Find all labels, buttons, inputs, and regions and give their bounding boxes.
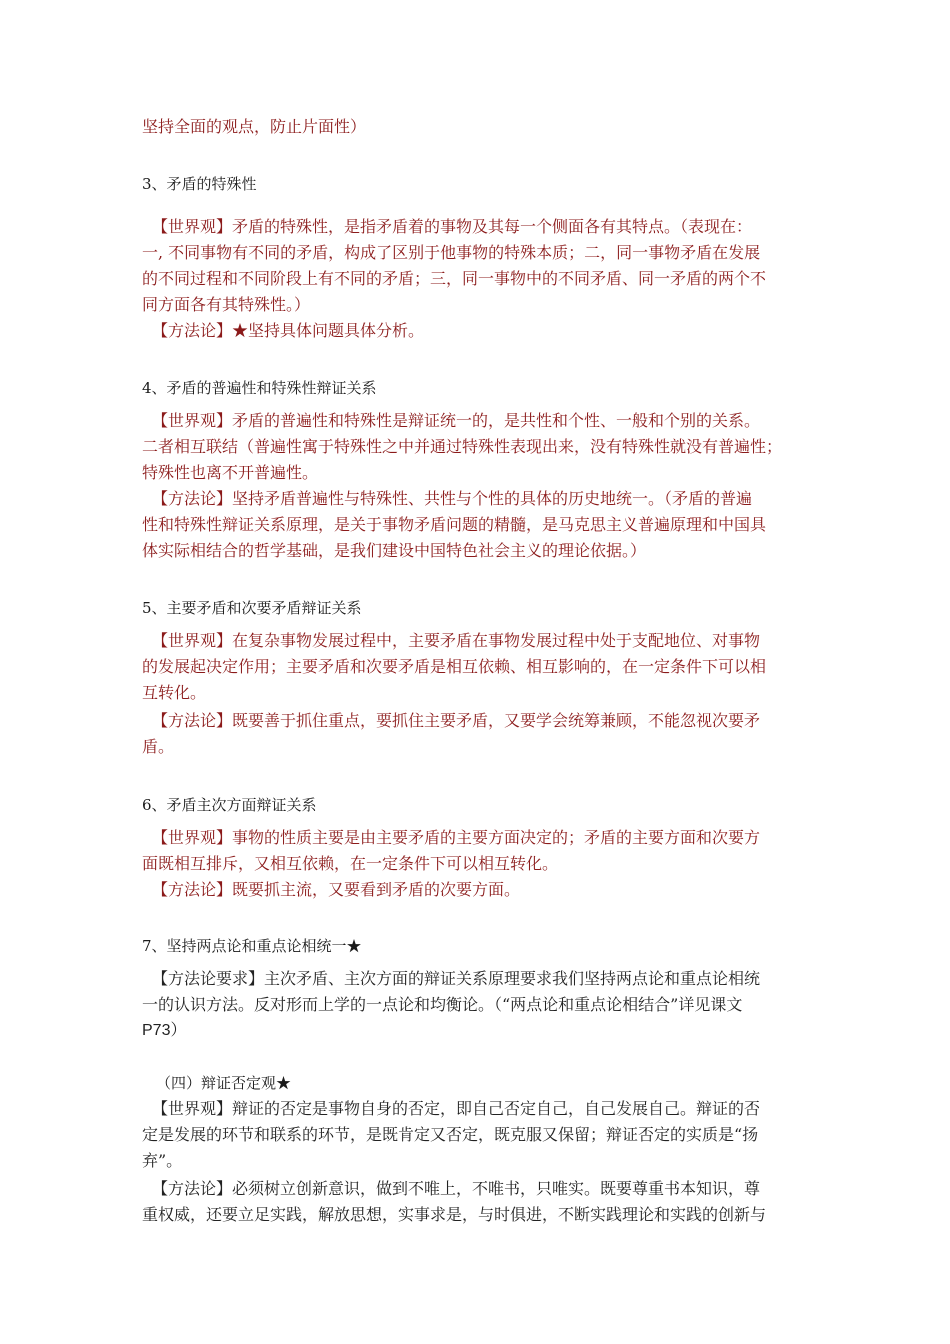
text-line: 【世界观】事物的性质主要是由主要矛盾的主要方面决定的；矛盾的主要方面和次要方	[152, 828, 761, 847]
text-line: 【方法论】坚持矛盾普遍性与特殊性、共性与个性的具体的历史地统一。（矛盾的普遍	[152, 489, 753, 508]
text-line: 性和特殊性辩证关系原理，是关于事物矛盾问题的精髓，是马克思主义普遍原理和中国具	[142, 515, 767, 534]
text-line: 的发展起决定作用；主要矛盾和次要矛盾是相互依赖、相互影响的，在一定条件下可以相	[142, 657, 767, 676]
section-5-methodology	[142, 708, 822, 760]
text-line: 同方面各有其特殊性。）	[142, 295, 311, 314]
section-4-worldview	[142, 408, 822, 486]
part-4-methodology	[142, 1176, 822, 1228]
text-line: 【世界观】矛盾的普遍性和特殊性是辩证统一的，是共性和个性、一般和个别的关系。	[152, 411, 761, 430]
section-3-methodology	[142, 318, 822, 344]
section-6-heading: 6、矛盾主次方面辩证关系	[142, 796, 317, 814]
section-5-heading: 5、主要矛盾和次要矛盾辩证关系	[142, 599, 362, 617]
section-7-requirement	[142, 966, 822, 1044]
text-line: 【方法论】既要善于抓住重点，要抓住主要矛盾，又要学会统筹兼顾，不能忽视次要矛	[152, 711, 761, 730]
text-line: 盾。	[142, 737, 175, 756]
section-6-worldview	[142, 825, 822, 877]
text-line: 一, 不同事物有不同的矛盾，构成了区别于他事物的特殊本质；二，同一事物矛盾在发展	[142, 243, 761, 262]
text-line: 重权威，还要立足实践，解放思想，实事求是，与时俱进，不断实践理论和实践的创新与	[142, 1205, 767, 1224]
text-line: 【世界观】辩证的否定是事物自身的否定，即自己否定自己，自己发展自己。辩证的否	[152, 1099, 761, 1118]
text-line: 坚持全面的观点，防止片面性）	[142, 117, 367, 136]
text-line: 定是发展的环节和联系的环节，是既肯定又否定，既克服又保留；辩证否定的实质是“扬	[142, 1125, 759, 1144]
text-line: 的不同过程和不同阶段上有不同的矛盾；三，同一事物中的不同矛盾、同一矛盾的两个不	[142, 269, 767, 288]
text-line: 面既相互排斥，又相互依赖，在一定条件下可以相互转化。	[142, 854, 559, 873]
text-line: 一的认识方法。反对形而上学的一点论和均衡论。（“两点论和重点论相结合”详见课文	[142, 995, 743, 1014]
text-line: 体实际相结合的哲学基础，是我们建设中国特色社会主义的理论依据。）	[142, 541, 647, 560]
text-line: 特殊性也离不开普遍性。	[142, 463, 319, 482]
section-5-worldview	[142, 628, 822, 706]
text-line: 【方法论要求】主次矛盾、主次方面的辩证关系原理要求我们坚持两点论和重点论相统	[152, 969, 761, 988]
section-3-worldview	[142, 214, 822, 318]
intro-paragraph	[142, 114, 822, 140]
section-4-heading: 4、矛盾的普遍性和特殊性辩证关系	[142, 379, 377, 397]
text-line: 二者相互联结（普遍性寓于特殊性之中并通过特殊性表现出来，没有特殊性就没有普遍性；	[142, 437, 783, 456]
text-line: 【世界观】矛盾的特殊性，是指矛盾着的事物及其每一个侧面各有其特点。（表现在：	[152, 217, 753, 236]
text-line: P73）	[142, 1022, 187, 1039]
text-line: 【方法论】必须树立创新意识，做到不唯上，不唯书，只唯实。既要尊重书本知识，尊	[152, 1179, 761, 1198]
text-line: 弃”。	[142, 1151, 183, 1170]
text-line: 【世界观】在复杂事物发展过程中，主要矛盾在事物发展过程中处于支配地位、对事物	[152, 631, 761, 650]
section-4-methodology	[142, 486, 822, 564]
section-6-methodology	[142, 877, 822, 903]
part-4-heading: （四）辩证否定观★	[156, 1074, 292, 1092]
text-line: 【方法论】★坚持具体问题具体分析。	[152, 321, 425, 340]
text-line: 【方法论】既要抓主流，又要看到矛盾的次要方面。	[152, 880, 521, 899]
section-3-heading: 3、矛盾的特殊性	[142, 175, 257, 193]
section-7-heading: 7、坚持两点论和重点论相统一★	[142, 937, 362, 955]
part-4-worldview	[142, 1096, 822, 1174]
text-line: 互转化。	[142, 683, 207, 702]
